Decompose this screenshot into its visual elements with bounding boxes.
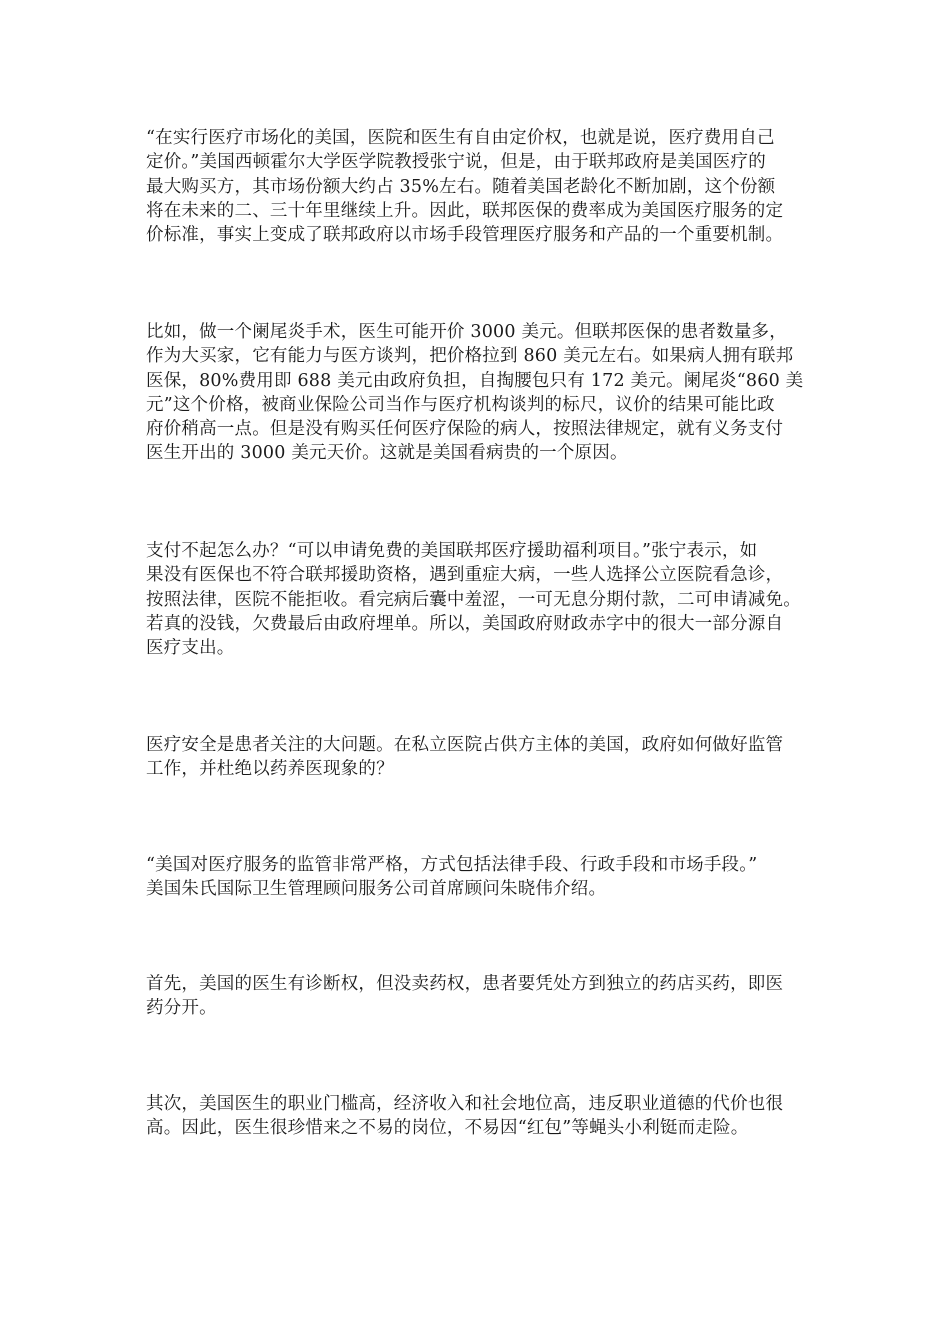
text-line: 药分开。 <box>146 998 217 1019</box>
text-line: 支付不起怎么办？“可以申请免费的美国联邦医疗援助福利项目。”张宁表示，如 <box>146 541 758 561</box>
paragraph-regulation-quote <box>146 853 826 902</box>
paragraph-medical-safety <box>146 733 826 782</box>
text-line: 其次，美国医生的职业门槛高，经济收入和社会地位高，违反职业道德的代价也很 <box>146 1094 784 1114</box>
paragraph-second-point <box>146 1092 826 1141</box>
text-line: 医保，80%费用即 688 美元由政府负担，自掏腰包只有 172 美元。阑尾炎“860 美 <box>146 370 804 391</box>
text-line: 美国朱氏国际卫生管理顾问服务公司首席顾问朱晓伟介绍。 <box>146 879 607 900</box>
text-line: 价标准，事实上变成了联邦政府以市场手段管理医疗服务和产品的一个重要机制。 <box>146 225 784 246</box>
text-line: 按照法律，医院不能拒收。看完病后囊中羞涩，一可无息分期付款，二可申请减免。 <box>146 589 801 610</box>
text-line: 医生开出的 3000 美元天价。这就是美国看病贵的一个原因。 <box>146 443 628 464</box>
text-line: 工作，并杜绝以药养医现象的？ <box>146 759 394 780</box>
text-line: 元”这个价格，被商业保险公司当作与医疗机构谈判的标尺，议价的结果可能比政 <box>146 394 775 415</box>
text-line: 作为大买家，它有能力与医方谈判，把价格拉到 860 美元左右。如果病人拥有联邦 <box>146 346 794 367</box>
text-line: 府价稍高一点。但是没有购买任何医疗保险的病人，按照法律规定，就有义务支付 <box>146 419 784 440</box>
text-line: 果没有医保也不符合联邦援助资格，遇到重症大病，一些人选择公立医院看急诊， <box>146 565 784 586</box>
text-line: 若真的没钱，欠费最后由政府埋单。所以，美国政府财政赤字中的很大一部分源自 <box>146 613 784 634</box>
text-line: 医疗安全是患者关注的大问题。在私立医院占供方主体的美国，政府如何做好监管 <box>146 735 784 755</box>
text-line: “美国对医疗服务的监管非常严格，方式包括法律手段、行政手段和市场手段。” <box>146 855 758 875</box>
text-line: 将在未来的二、三十年里继续上升。因此，联邦医保的费率成为美国医疗服务的定 <box>146 200 784 221</box>
text-line: 定价。”美国西顿霍尔大学医学院教授张宁说，但是，由于联邦政府是美国医疗的 <box>146 152 766 173</box>
paragraph-first-point <box>146 972 826 1021</box>
text-line: “在实行医疗市场化的美国，医院和医生有自由定价权，也就是说，医疗费用自己 <box>146 128 775 148</box>
paragraph-unable-to-pay <box>146 539 826 660</box>
paragraph-pricing-power <box>146 126 826 247</box>
text-line: 高。因此，医生很珍惜来之不易的岗位，不易因“红包”等蝇头小利铤而走险。 <box>146 1118 749 1139</box>
text-line: 比如，做一个阑尾炎手术，医生可能开价 3000 美元。但联邦医保的患者数量多， <box>146 322 787 342</box>
text-line: 最大购买方，其市场份额大约占 35%左右。随着美国老龄化不断加剧，这个份额 <box>146 176 776 197</box>
paragraph-appendicitis-example <box>146 320 826 466</box>
text-line: 医疗支出。 <box>146 638 235 659</box>
text-line: 首先，美国的医生有诊断权，但没卖药权，患者要凭处方到独立的药店买药，即医 <box>146 974 784 994</box>
